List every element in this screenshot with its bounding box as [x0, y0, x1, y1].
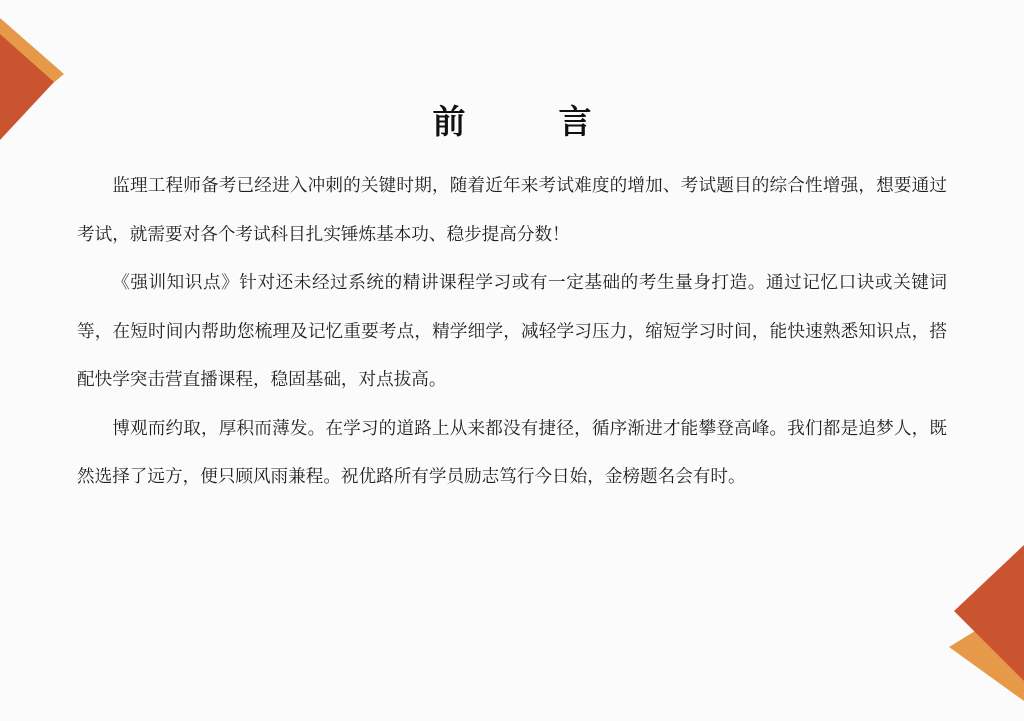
paragraph: 博观而约取，厚积而薄发。在学习的道路上从来都没有捷径，循序渐进才能攀登高峰。我们都是追梦人，既然选择了远方，便只顾风雨兼程。祝优路所有学员励志笃行今日始，金榜题名会有时。	[77, 418, 947, 487]
page-title: 前 言	[432, 102, 622, 141]
corner-decoration-bottom-right	[949, 531, 1024, 721]
paragraph: 监理工程师备考已经进入冲刺的关键时期，随着近年来考试难度的增加、考试题目的综合性增强，想要通过考试，就需要对各个考试科目扎实锤炼基本功、稳步提高分数！	[77, 176, 947, 245]
paragraph: 《强训知识点》针对还未经过系统的精讲课程学习或有一定基础的考生量身打造。通过记忆口诀或关键词等，在短时间内帮助您梳理及记忆重要考点，精学细学，减轻学习压力，缩短学习时间，能快速熟悉知识点，搭配快学突击营直播课程，稳固基础，对点拔高。	[77, 273, 947, 390]
preface-body	[77, 162, 947, 502]
